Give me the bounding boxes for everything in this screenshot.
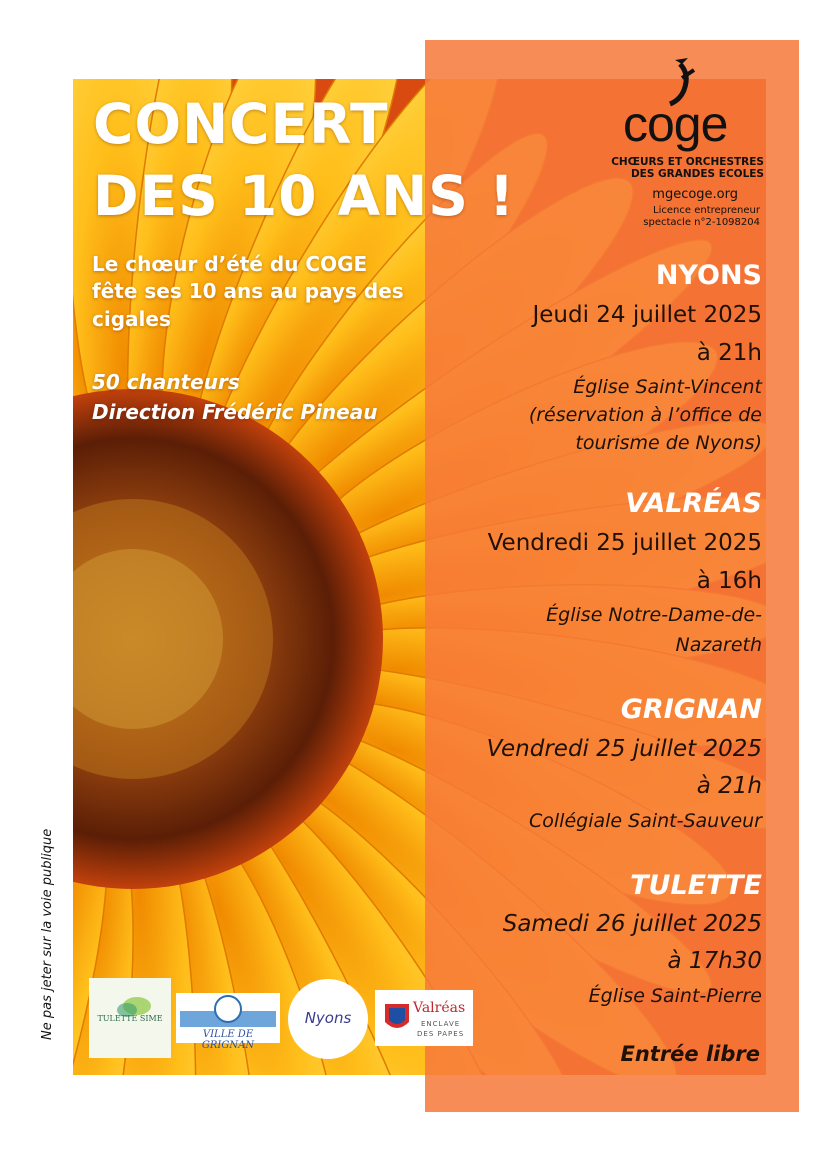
sponsor-grignan-text: VILLE DE GRIGNAN xyxy=(201,1029,255,1051)
town-valreas: VALRÉAS xyxy=(625,488,762,519)
sponsor-nyons-logo xyxy=(288,979,368,1059)
sponsor-valreas-logo xyxy=(375,990,473,1046)
venue-nyons: Église Saint-Vincent xyxy=(573,376,762,398)
town-grignan: GRIGNAN xyxy=(620,694,762,725)
time-grignan: à 21h xyxy=(696,773,762,799)
sponsor-grignan-logo xyxy=(176,993,280,1051)
sponsor-valreas-sub1: ENCLAVE xyxy=(421,1020,461,1028)
conductor: Direction Frédéric Pineau xyxy=(92,400,378,424)
venue-valreas-2: Nazareth xyxy=(675,634,762,656)
subtitle-line-2: fête ses 10 ans au pays des xyxy=(92,279,404,303)
date-grignan: Vendredi 25 juillet 2025 xyxy=(486,736,762,762)
entry-free: Entrée libre xyxy=(620,1042,760,1066)
sponsor-tulette-logo xyxy=(89,978,171,1058)
subtitle-line-1: Le chœur d’été du COGE xyxy=(92,252,368,276)
venue-grignan: Collégiale Saint-Sauveur xyxy=(529,810,762,832)
date-tulette: Samedi 26 juillet 2025 xyxy=(502,911,762,937)
time-valreas: à 16h xyxy=(696,568,762,594)
title-line-2: DES 10 ANS ! xyxy=(93,164,516,228)
grignan-face-icon xyxy=(176,993,280,1029)
sponsor-nyons-text: Nyons xyxy=(304,1009,352,1027)
date-valreas: Vendredi 25 juillet 2025 xyxy=(487,530,762,556)
time-nyons: à 21h xyxy=(696,340,762,366)
sponsor-valreas-text: Valréas xyxy=(413,1000,466,1016)
date-nyons: Jeudi 24 juillet 2025 xyxy=(532,302,762,328)
venue-valreas-1: Église Notre-Dame-de- xyxy=(546,604,762,626)
logo-licence-1: Licence entrepreneur xyxy=(653,205,760,216)
logo-licence-2: spectacle n°2-1098204 xyxy=(643,217,760,228)
coge-logo: coge xyxy=(623,96,728,152)
logo-line-2: DES GRANDES ECOLES xyxy=(630,168,764,180)
logo-line-1: CHŒURS ET ORCHESTRES xyxy=(611,156,764,168)
title-line-1: CONCERT xyxy=(93,92,389,156)
note-nyons-1: (réservation à l’office de xyxy=(528,404,762,426)
sponsor-valreas-sub2: DES PAPES xyxy=(417,1030,465,1038)
sponsor-tulette-text: TULETTE SIME xyxy=(97,1014,163,1023)
time-tulette: à 17h30 xyxy=(667,948,762,974)
subtitle-line-3: cigales xyxy=(92,307,171,331)
logo-website: mgecoge.org xyxy=(652,187,738,202)
town-tulette: TULETTE xyxy=(630,870,762,901)
singers-count: 50 chanteurs xyxy=(92,370,240,394)
venue-tulette: Église Saint-Pierre xyxy=(588,985,762,1007)
disclaimer: Ne pas jeter sur la voie publique xyxy=(40,828,55,1040)
note-nyons-2: tourisme de Nyons) xyxy=(575,432,762,454)
town-nyons: NYONS xyxy=(655,260,762,291)
valreas-shield-icon xyxy=(385,1004,409,1034)
